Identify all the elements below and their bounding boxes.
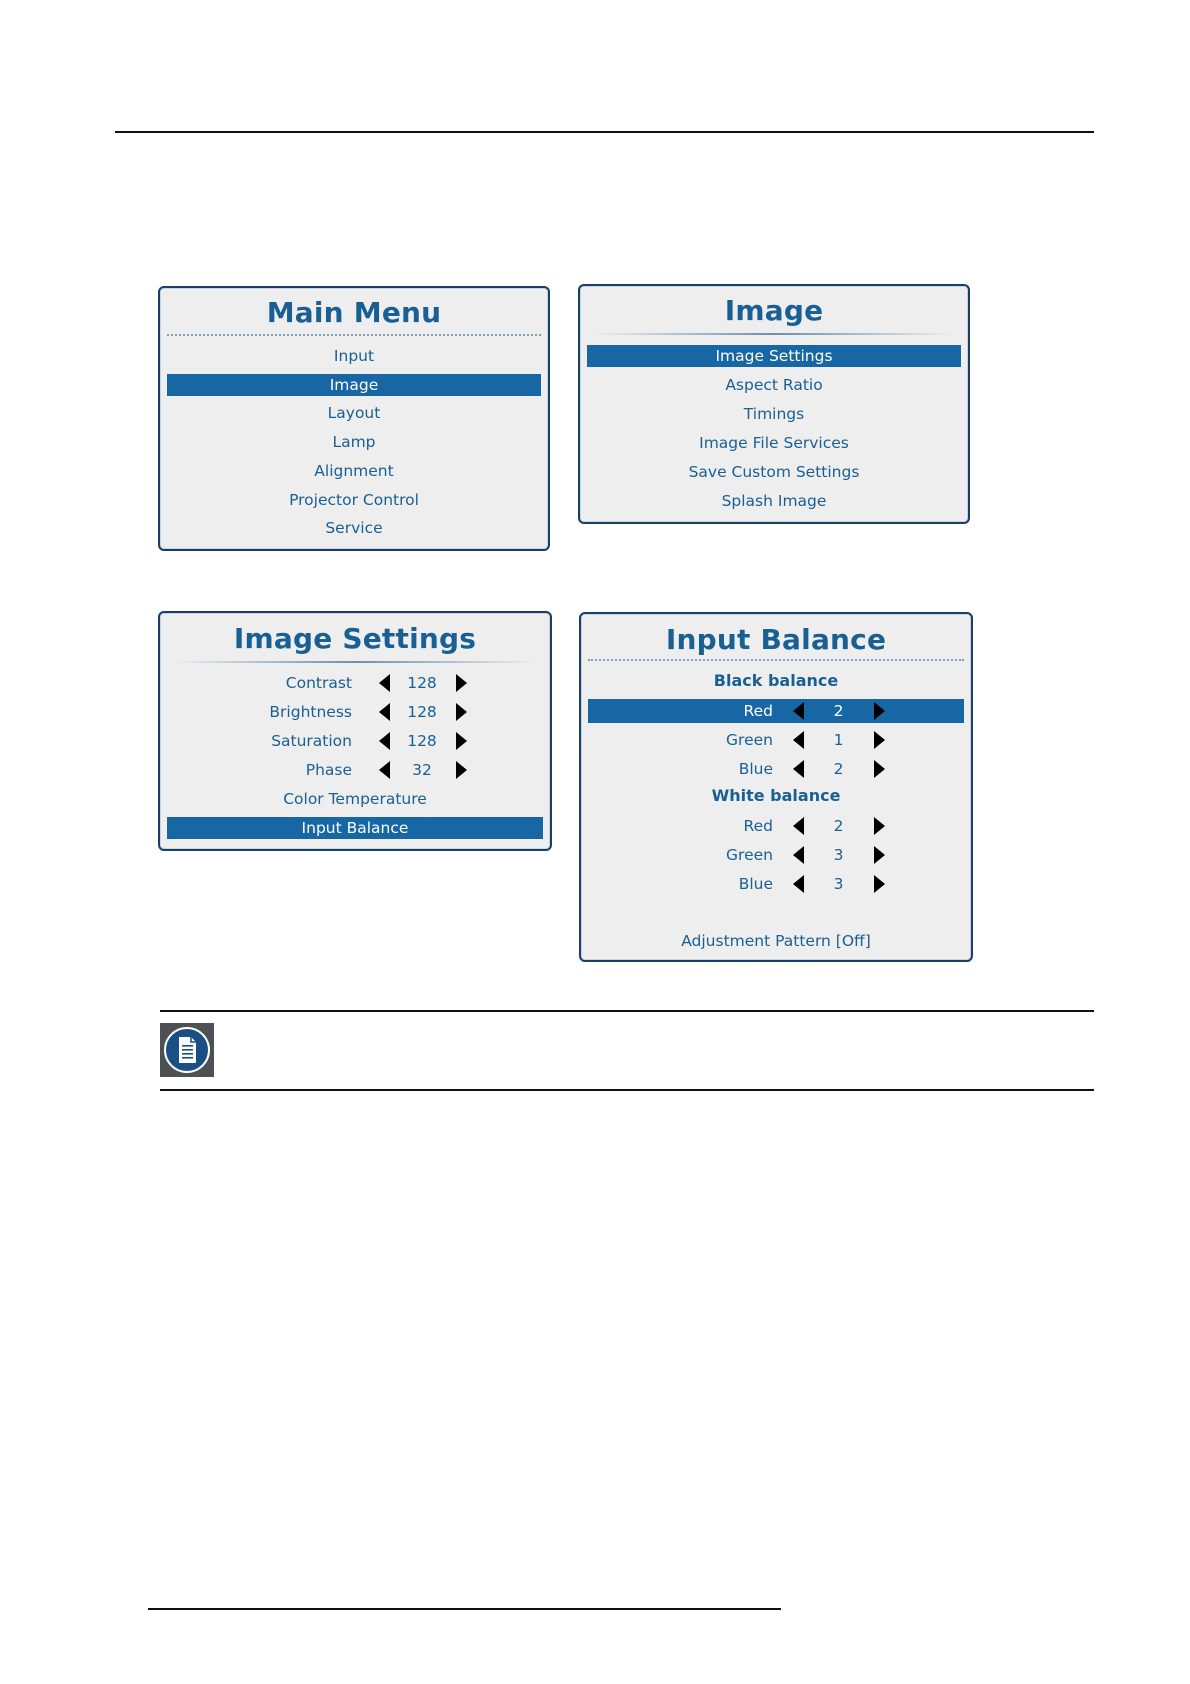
panel-title: Image <box>724 294 824 327</box>
input-balance-panel <box>579 612 973 962</box>
menu-item-layout[interactable]: Layout <box>327 404 381 422</box>
increase-arrow-icon[interactable] <box>456 732 467 750</box>
increase-arrow-icon[interactable] <box>456 761 467 779</box>
main-menu-panel <box>158 286 550 551</box>
setting-label: Saturation <box>271 732 352 750</box>
decrease-arrow-icon[interactable] <box>793 817 804 835</box>
decrease-arrow-icon[interactable] <box>793 846 804 864</box>
menu-item-image-file-services[interactable]: Image File Services <box>699 434 849 452</box>
note-bottom-rule <box>160 1089 1094 1091</box>
decrease-arrow-icon[interactable] <box>379 761 390 779</box>
decrease-arrow-icon[interactable] <box>793 731 804 749</box>
setting-value: 2 <box>833 702 844 720</box>
setting-label: Brightness <box>269 703 352 721</box>
menu-item-aspect-ratio[interactable]: Aspect Ratio <box>725 376 823 394</box>
decrease-arrow-icon[interactable] <box>379 732 390 750</box>
increase-arrow-icon[interactable] <box>874 760 885 778</box>
menu-item-adjustment-pattern[interactable]: Adjustment Pattern [Off] <box>681 932 871 950</box>
setting-row-contrast[interactable] <box>167 671 543 695</box>
menu-item-alignment[interactable]: Alignment <box>314 462 394 480</box>
title-separator <box>594 333 954 335</box>
setting-label: Green <box>726 731 773 749</box>
setting-row-brightness[interactable] <box>167 700 543 724</box>
setting-label: Blue <box>738 875 773 893</box>
note-top-rule <box>160 1010 1094 1012</box>
note-document-icon <box>160 1023 214 1077</box>
menu-item-save-custom-settings[interactable]: Save Custom Settings <box>688 463 860 481</box>
increase-arrow-icon[interactable] <box>874 731 885 749</box>
panel-title: Main Menu <box>266 296 442 329</box>
setting-value: 2 <box>833 817 844 835</box>
setting-value: 3 <box>833 846 844 864</box>
menu-item-projector-control[interactable]: Projector Control <box>289 491 419 509</box>
setting-label: Phase <box>305 761 352 779</box>
panel-title: Image Settings <box>233 622 477 655</box>
menu-item-timings[interactable]: Timings <box>743 405 805 423</box>
setting-value: 32 <box>412 761 432 779</box>
setting-label: Contrast <box>285 674 352 692</box>
menu-item-image[interactable]: Image <box>167 374 541 396</box>
image-settings-panel <box>158 611 552 851</box>
setting-value: 1 <box>833 731 844 749</box>
black-balance-row-blue[interactable] <box>588 757 964 781</box>
setting-row-saturation[interactable] <box>167 729 543 753</box>
setting-value: 128 <box>407 703 437 721</box>
setting-row-phase[interactable] <box>167 758 543 782</box>
setting-value: 2 <box>833 760 844 778</box>
increase-arrow-icon[interactable] <box>874 702 885 720</box>
decrease-arrow-icon[interactable] <box>793 760 804 778</box>
increase-arrow-icon[interactable] <box>874 817 885 835</box>
header-rule <box>115 131 1094 133</box>
setting-label: Green <box>726 846 773 864</box>
setting-value: 128 <box>407 674 437 692</box>
setting-label: Red <box>743 702 773 720</box>
black-balance-row-red[interactable] <box>588 699 964 723</box>
increase-arrow-icon[interactable] <box>874 846 885 864</box>
image-menu-panel <box>578 284 970 524</box>
title-separator <box>588 659 964 661</box>
white-balance-row-red[interactable] <box>588 814 964 838</box>
white-balance-heading: White balance <box>711 786 841 805</box>
increase-arrow-icon[interactable] <box>874 875 885 893</box>
menu-item-input-balance[interactable]: Input Balance <box>167 817 543 839</box>
menu-item-splash-image[interactable]: Splash Image <box>721 492 827 510</box>
title-separator <box>167 334 541 336</box>
setting-label: Blue <box>738 760 773 778</box>
white-balance-row-blue[interactable] <box>588 872 964 896</box>
increase-arrow-icon[interactable] <box>456 674 467 692</box>
menu-item-lamp[interactable]: Lamp <box>332 433 376 451</box>
decrease-arrow-icon[interactable] <box>793 702 804 720</box>
decrease-arrow-icon[interactable] <box>793 875 804 893</box>
increase-arrow-icon[interactable] <box>456 703 467 721</box>
title-separator <box>174 661 536 663</box>
menu-item-input[interactable]: Input <box>333 347 375 365</box>
black-balance-heading: Black balance <box>713 671 839 690</box>
setting-value: 3 <box>833 875 844 893</box>
menu-item-service[interactable]: Service <box>325 519 383 537</box>
white-balance-row-green[interactable] <box>588 843 964 867</box>
menu-item-image-settings[interactable]: Image Settings <box>587 345 961 367</box>
decrease-arrow-icon[interactable] <box>379 674 390 692</box>
panel-title: Input Balance <box>665 623 887 656</box>
menu-item-color-temperature[interactable]: Color Temperature <box>283 790 427 808</box>
decrease-arrow-icon[interactable] <box>379 703 390 721</box>
footer-rule <box>148 1608 781 1610</box>
black-balance-row-green[interactable] <box>588 728 964 752</box>
setting-value: 128 <box>407 732 437 750</box>
setting-label: Red <box>743 817 773 835</box>
